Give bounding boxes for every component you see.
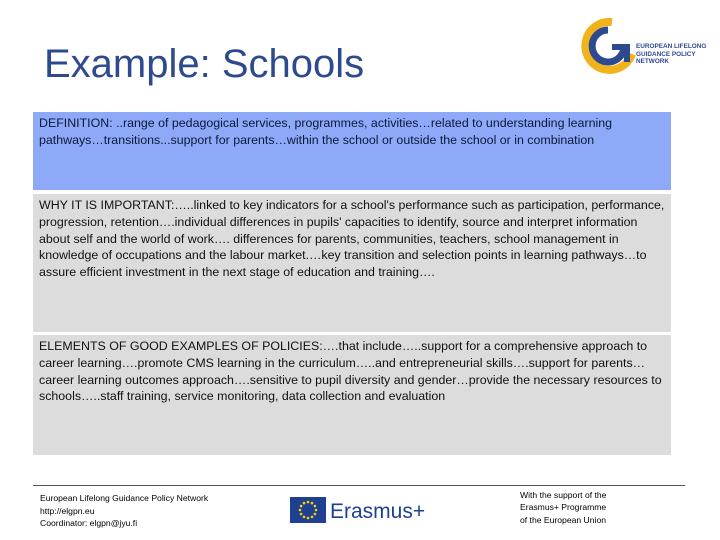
- erasmus-plus-logo: Erasmus+: [330, 500, 426, 523]
- elgpn-logo: [578, 14, 708, 78]
- logo-line-2: GUIDANCE POLICY: [636, 50, 696, 58]
- logo-line-3: NETWORK: [636, 58, 670, 65]
- definition-box: DEFINITION: ..range of pedagogical services, programmes, activities…related to understanding learning pathways…transitions...support for parents…within the school or outside the school or in combination: [33, 112, 671, 190]
- logo-text: [636, 43, 706, 66]
- footer-website-link[interactable]: http://elgpn.eu: [40, 505, 95, 516]
- footer-support-line-2: Erasmus+ Programme: [520, 502, 607, 513]
- footer-eu-support: [520, 489, 606, 526]
- logo-line-1: EUROPEAN LIFELONG: [636, 43, 707, 50]
- importance-box: WHY IT IS IMPORTANT:…..linked to key indicators for a school's performance such as participation, performance, progression, retention….individual differences in pupils' capacities to identify, source and interpret information about self and the world of work…. differences for parents, communities, teachers, school management in knowledge of occupations and the labour market.…key transition and selection points in learning pathways…to assure efficient investment in the next stage of education and training….: [33, 194, 671, 332]
- footer-support-line-1: With the support of the: [520, 490, 607, 500]
- elements-box: ELEMENTS OF GOOD EXAMPLES OF POLICIES:….that include…..support for a comprehensive approach to career learning….promote CMS learning in the curriculum…..and entrepreneurial skills….support for parents…career learning outcomes approach….sensitive to pupil diversity and gender…provide the necessary resources to schools…..staff training, service monitoring, data collection and evaluation: [33, 335, 671, 455]
- footer-coordinator-email[interactable]: Coordinator: elgpn@jyu.fi: [40, 518, 138, 528]
- footer-divider: [33, 485, 685, 486]
- footer-network-info: [40, 492, 208, 530]
- slide-title: Example: Schools: [44, 42, 365, 86]
- footer-network-name: European Lifelong Guidance Policy Network: [40, 493, 209, 503]
- footer-support-line-3: of the European Union: [520, 514, 607, 525]
- eu-flag-icon: [290, 497, 326, 523]
